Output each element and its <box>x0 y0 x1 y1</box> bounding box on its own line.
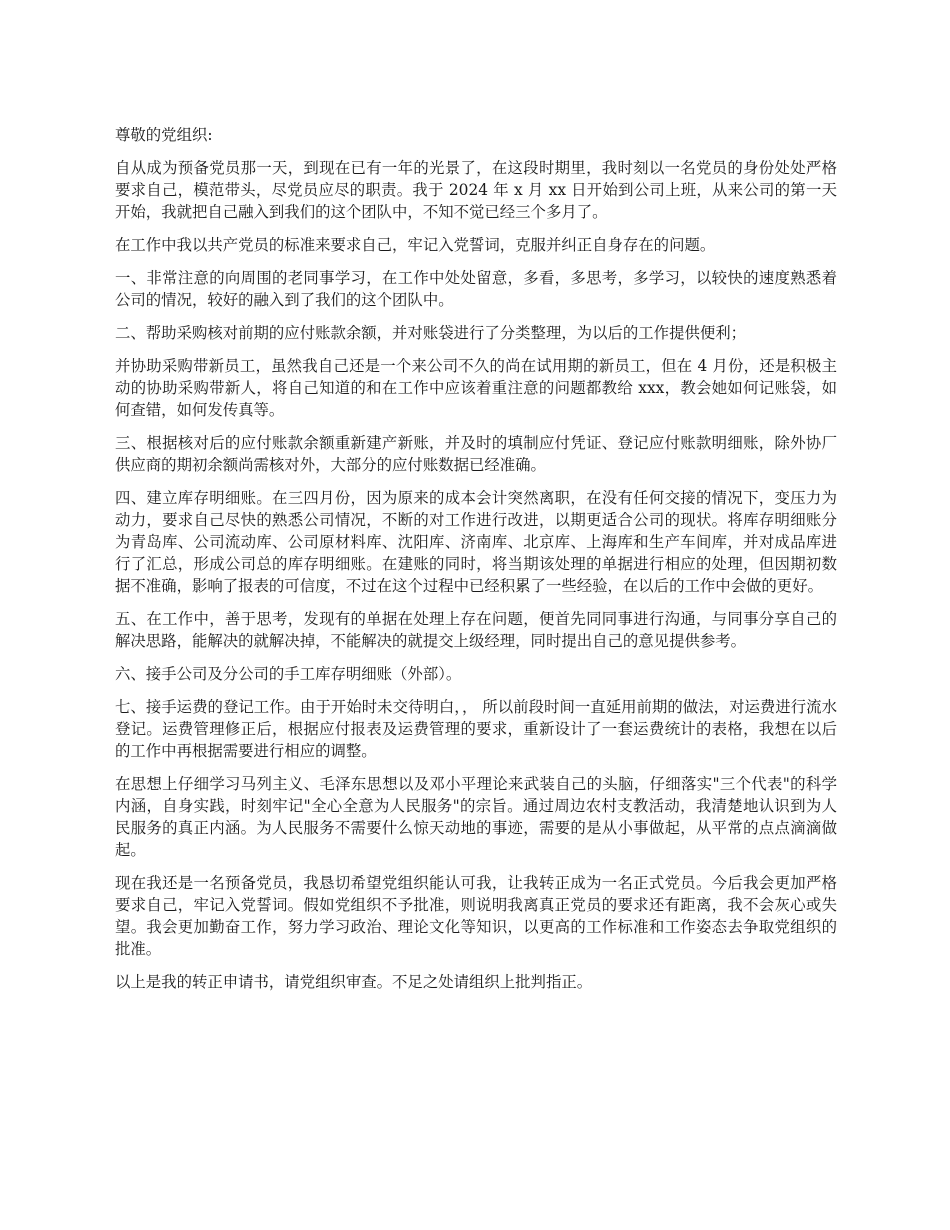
paragraph-item-4: 四、建立库存明细账。在三四月份，因为原来的成本会计突然离职，在没有任何交接的情况下，变压力为动力，要求自己尽快的熟悉公司情况，不断的对工作进行改进，以期更适合公司的现状。将库存明细账分为青岛库、公司流动库、公司原材料库、沈阳库、济南库、北京库、上海库和生产车间库，并对成品库进行了汇总，形成公司总的库存明细账。在建账的同时，将当期该处理的单据进行相应的处理，但因期初数据不准确，影响了报表的可信度，不过在这个过程中已经积累了一些经验，在以后的工作中会做的更好。 <box>115 489 837 595</box>
paragraph-closing: 以上是我的转正申请书，请党组织审查。不足之处请组织上批判指正。 <box>115 973 593 991</box>
paragraph-request: 现在我还是一名预备党员，我恳切希望党组织能认可我，让我转正成为一名正式党员。今后我会更加严格要求自己，牢记入党誓词。假如党组织不予批准，则说明我离真正党员的要求还有距离，我不会灰心或失望。我会更加勤奋工作，努力学习政治、理论文化等知识，以更高的工作标准和工作姿态去争取党组织的批准。 <box>115 874 837 958</box>
paragraph-item-2: 二、帮助采购核对前期的应付账款余额，并对账袋进行了分类整理，为以后的工作提供便利； <box>115 324 747 342</box>
paragraph-item-1: 一、非常注意的向周围的老同事学习，在工作中处处留意，多看，多思考，多学习，以较快的速度熟悉着公司的情况，较好的融入到了我们的这个团队中。 <box>115 269 837 309</box>
paragraph-item-7: 七、接手运费的登记工作。由于开始时未交待明白，， 所以前段时间一直延用前期的做法，对运费进行流水登记。运费管理修正后，根据应付报表及运费管理的要求，重新设计了一套运费统计的表格，我想在以后的工作中再根据需要进行相应的调整。 <box>115 698 837 760</box>
paragraph-item-3: 三、根据核对后的应付账款余额重新建产新账，并及时的填制应付凭证、登记应付账款明细账，除外协厂供应商的期初余额尚需核对外，大部分的应付账数据已经准确。 <box>115 434 837 474</box>
paragraph-ideology: 在思想上仔细学习马列主义、毛泽东思想以及邓小平理论来武装自己的头脑，仔细落实"三个代表"的科学内涵，自身实践，时刻牢记"全心全意为人民服务"的宗旨。通过周边农村支教活动，我清楚地认识到为人民服务的真正内涵。为人民服务不需要什么惊天动地的事迹，需要的是从小事做起，从平常的点点滴滴做起。 <box>115 775 837 859</box>
paragraph-item-5: 五、在工作中，善于思考，发现有的单据在处理上存在问题，便首先同同事进行沟通，与同事分享自己的解决思路，能解决的就解决掉，不能解决的就提交上级经理，同时提出自己的意见提供参考。 <box>115 610 837 650</box>
paragraph-standard: 在工作中我以共产党员的标准来要求自己，牢记入党誓词，克服并纠正自身存在的问题。 <box>115 236 716 254</box>
paragraph-item-6: 六、接手公司及分公司的手工库存明细账（外部）。 <box>115 665 462 683</box>
paragraph-intro: 自从成为预备党员那一天，到现在已有一年的光景了，在这段时期里，我时刻以一名党员的身份处处严格要求自己，模范带头，尽党员应尽的职责。我于 2024 年 x 月 xx 日开始到公司上班，从来公司的第一天开始，我就把自己融入到我们的这个团队中，不知不觉已经三个多月了。 <box>115 159 837 221</box>
document-page <box>115 124 837 1004</box>
paragraph-item-2-continued: 并协助采购带新员工，虽然我自己还是一个来公司不久的尚在试用期的新员工，但在 4 月份，还是积极主动的协助采购带新人，将自己知道的和在工作中应该着重注意的问题都教给 xxx，教会她如何记账袋，如何查错，如何发传真等。 <box>115 357 837 419</box>
salutation: 尊敬的党组织: <box>115 126 213 144</box>
